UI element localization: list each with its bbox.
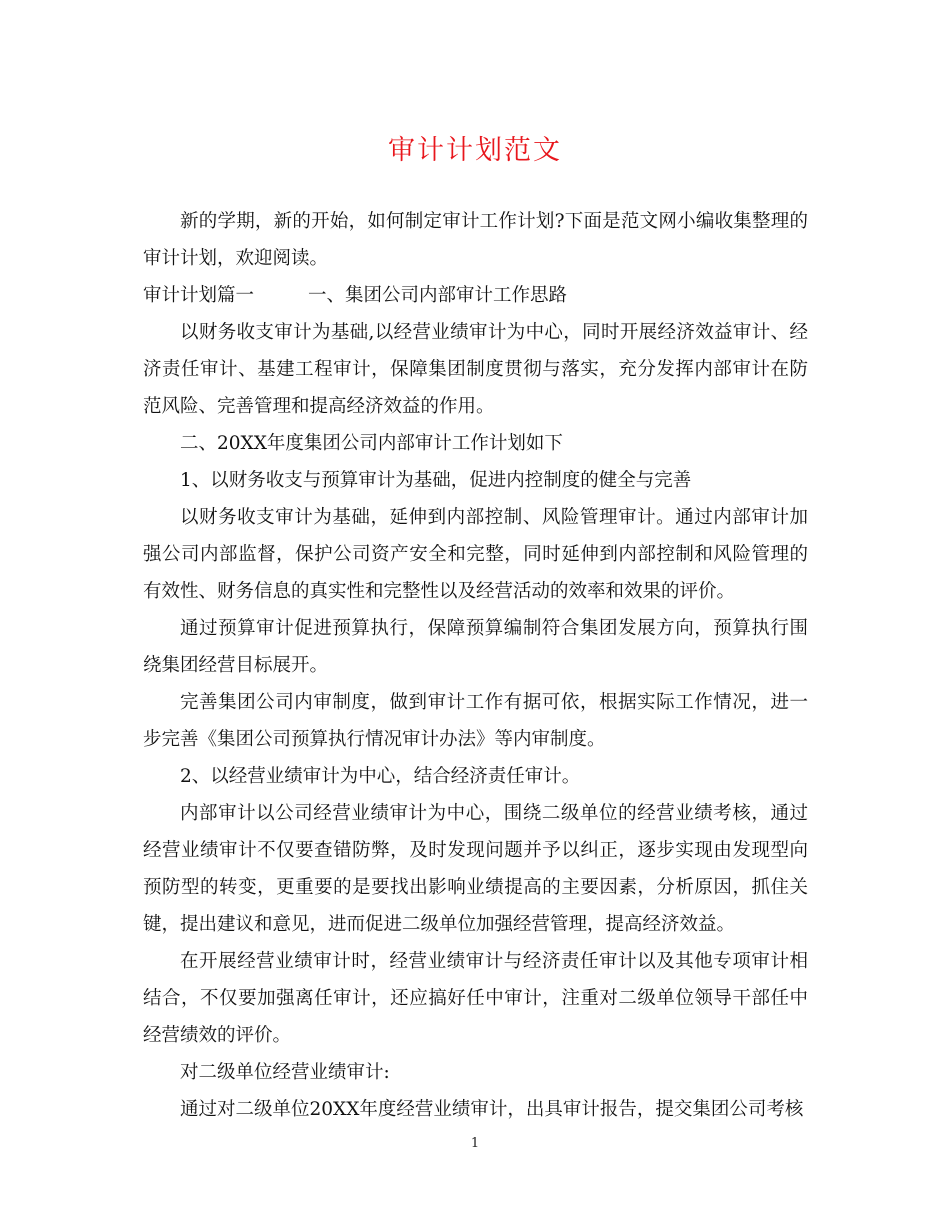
paragraph: 以财务收支审计为基础,以经营业绩审计为中心，同时开展经济效益审计、经济责任审计、基建工程审计，保障集团制度贯彻与落实，充分发挥内部审计在防范风险、完善管理和提高经济效益的作用。 [143,322,808,417]
document-title: 审计计划范文 [388,135,562,166]
page-number: 1 [470,1136,480,1151]
section-subheading: 一、集团公司内部审计工作思路 [308,285,568,306]
heading-item-2: 2、以经营业绩审计为中心，结合经济责任审计。 [180,766,581,787]
paragraph: 在开展经营业绩审计时，经营业绩审计与经济责任审计以及其他专项审计相结合，不仅要加强离任审计，还应搞好任中审计，注重对二级单位领导干部任中经营绩效的评价。 [143,951,808,1046]
paragraph: 通过预算审计促进预算执行，保障预算编制符合集团发展方向，预算执行围绕集团经营目标展开。 [143,618,808,676]
paragraph-intro: 新的学期，新的开始，如何制定审计工作计划?下面是范文网小编收集整理的审计计划，欢迎阅读。 [143,211,808,269]
section-heading-line [143,277,808,314]
paragraph: 以财务收支审计为基础，延伸到内部控制、风险管理审计。通过内部审计加强公司内部监督，保护公司资产安全和完整，同时延伸到内部控制和风险管理的有效性、财务信息的真实性和完整性以及经营活动的效率和效果的评价。 [143,507,808,602]
paragraph: 完善集团公司内审制度，做到审计工作有据可依，根据实际工作情况，进一步完善《集团公司预算执行情况审计办法》等内审制度。 [143,692,808,750]
section-label: 审计计划篇一 [143,285,255,306]
paragraph: 对二级单位经营业绩审计: [180,1062,390,1083]
paragraph: 通过对二级单位20XX年度经营业绩审计，出具审计报告，提交集团公司考核 [180,1099,804,1120]
heading-item-1: 1、以财务收支与预算审计为基础，促进内控制度的健全与完善 [180,470,692,491]
heading-plan: 二、20XX年度集团公司内部审计工作计划如下 [180,433,563,454]
paragraph: 内部审计以公司经营业绩审计为中心，围绕二级单位的经营业绩考核，通过经营业绩审计不仅要查错防弊，及时发现问题并予以纠正，逐步实现由发现型向预防型的转变，更重要的是要找出影响业绩提高的主要因素，分析原因，抓住关键，提出建议和意见，进而促进二级单位加强经营管理，提高经济效益。 [143,803,808,935]
document-body [143,203,808,1128]
